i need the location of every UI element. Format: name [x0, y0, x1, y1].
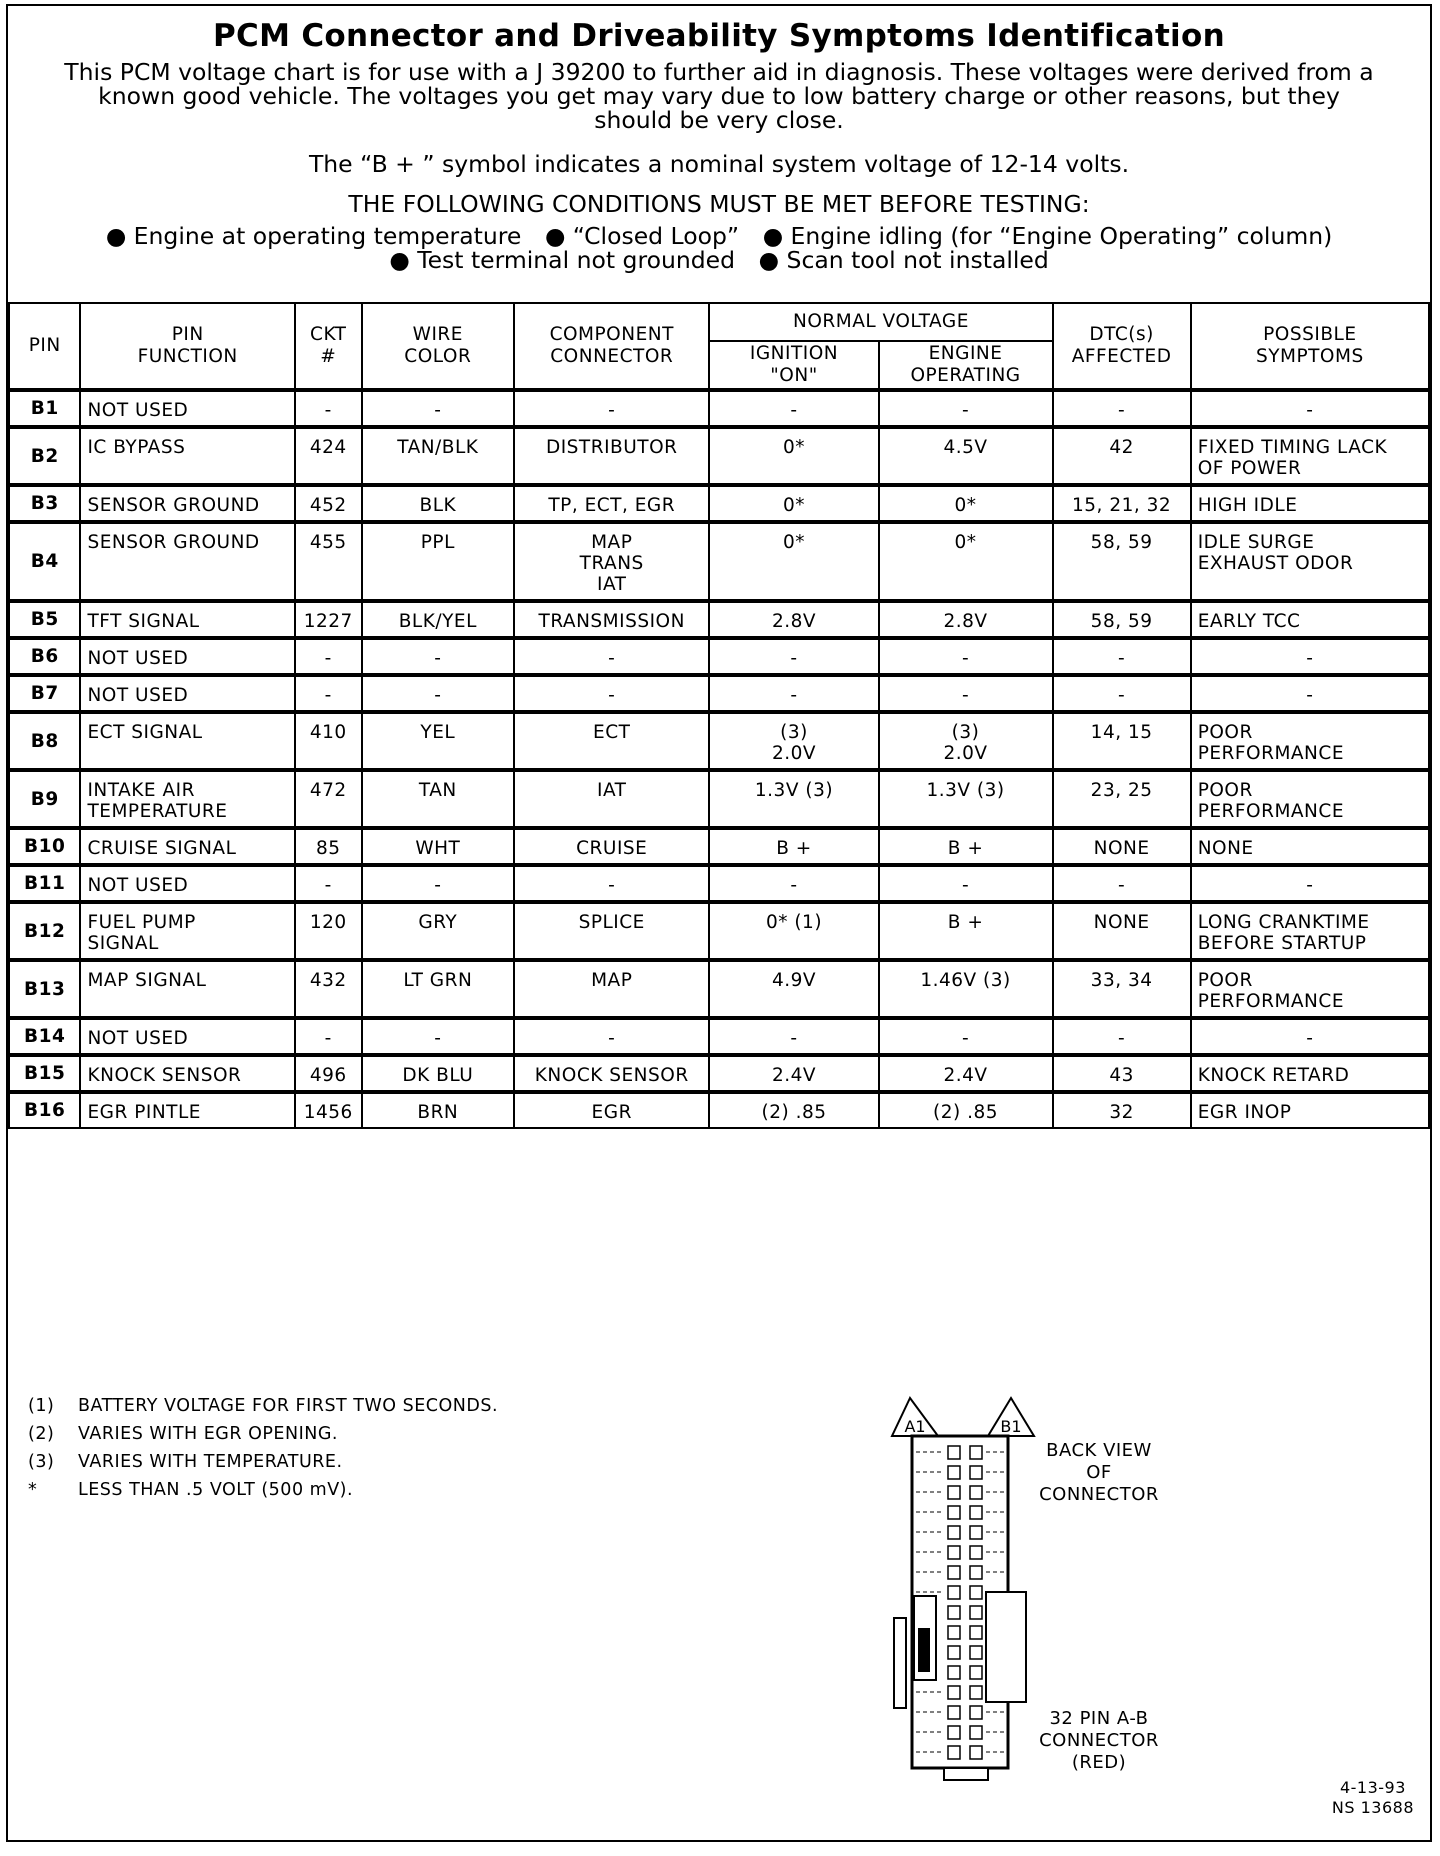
cell-wire-color: TAN/BLK: [362, 427, 514, 485]
cell-ignition-on: -: [709, 865, 878, 902]
table-row: [9, 1092, 1429, 1128]
col-header-wire-color: WIRE COLOR: [362, 303, 514, 390]
cell-engine-operating: -: [879, 675, 1053, 712]
cell-ignition-on: 1.3V (3): [709, 770, 878, 828]
pin-b-cavity: [970, 1726, 982, 1739]
table-row: [9, 712, 1429, 770]
cell-ignition-on: -: [709, 1018, 878, 1055]
table-row: [9, 390, 1429, 427]
cell-pin: B4: [9, 522, 80, 601]
cell-possible-symptoms: -: [1191, 638, 1429, 675]
document-id: [1332, 1778, 1414, 1818]
document-frame: [6, 4, 1432, 1842]
cell-possible-symptoms: -: [1191, 675, 1429, 712]
cell-dtcs-affected: -: [1053, 675, 1191, 712]
cell-ignition-on: (3) 2.0V: [709, 712, 878, 770]
footnote-text: VARIES WITH TEMPERATURE.: [78, 1452, 343, 1472]
cell-pin-function: ECT SIGNAL: [80, 712, 294, 770]
cell-engine-operating: (2) .85: [879, 1092, 1053, 1128]
pin-b-cavity: [970, 1586, 982, 1599]
cell-dtcs-affected: -: [1053, 1018, 1191, 1055]
condition-item: Scan tool not installed: [786, 246, 1049, 274]
cell-pin-function: SENSOR GROUND: [80, 522, 294, 601]
table-row: [9, 770, 1429, 828]
cell-component-connector: MAP: [514, 960, 709, 1018]
cell-pin: B3: [9, 485, 80, 522]
cell-engine-operating: -: [879, 638, 1053, 675]
cell-pin-function: NOT USED: [80, 390, 294, 427]
pin-a-cavity: [948, 1726, 960, 1739]
cell-possible-symptoms: -: [1191, 1018, 1429, 1055]
pin-a-cavity: [948, 1486, 960, 1499]
table-row: [9, 522, 1429, 601]
pin-b-cavity: [970, 1546, 982, 1559]
connector-diagram: [888, 1396, 1248, 1786]
cell-pin-function: NOT USED: [80, 865, 294, 902]
cell-engine-operating: -: [879, 865, 1053, 902]
cell-possible-symptoms: IDLE SURGE EXHAUST ODOR: [1191, 522, 1429, 601]
condition-item: “Closed Loop”: [572, 222, 740, 250]
cell-possible-symptoms: KNOCK RETARD: [1191, 1055, 1429, 1092]
cell-pin: B8: [9, 712, 80, 770]
cell-component-connector: ECT: [514, 712, 709, 770]
cell-component-connector: KNOCK SENSOR: [514, 1055, 709, 1092]
footnote-marker: (1): [28, 1396, 55, 1416]
document-date: 4-13-93: [1339, 1778, 1406, 1797]
cell-possible-symptoms: LONG CRANKTIME BEFORE STARTUP: [1191, 902, 1429, 960]
table-row: [9, 902, 1429, 960]
cell-pin-function: EGR PINTLE: [80, 1092, 294, 1128]
cell-dtcs-affected: 58, 59: [1053, 601, 1191, 638]
cell-dtcs-affected: 32: [1053, 1092, 1191, 1128]
connector-lock-slot: [918, 1628, 930, 1672]
intro-paragraph: This PCM voltage chart is for use with a J 39200 to further aid in diagnosis. These voltages were derived from a known good vehicle. The voltages you get may vary due to low battery charge or other reasons, but they should be very close.: [64, 58, 1374, 134]
cell-wire-color: TAN: [362, 770, 514, 828]
footnote-marker: (3): [28, 1452, 55, 1472]
cell-pin: B6: [9, 638, 80, 675]
col-header-dtcs-affected: DTC(s) AFFECTED: [1053, 303, 1191, 390]
cell-possible-symptoms: POOR PERFORMANCE: [1191, 960, 1429, 1018]
cell-pin-function: FUEL PUMP SIGNAL: [80, 902, 294, 960]
cell-ignition-on: 0*: [709, 522, 878, 601]
cell-pin: B9: [9, 770, 80, 828]
cell-ckt: 472: [295, 770, 362, 828]
cell-possible-symptoms: EARLY TCC: [1191, 601, 1429, 638]
table-row: [9, 960, 1429, 1018]
pin-a-cavity: [948, 1446, 960, 1459]
cell-pin: B10: [9, 828, 80, 865]
footnote-text: LESS THAN .5 VOLT (500 mV).: [78, 1480, 354, 1500]
a1-label: A1: [904, 1417, 926, 1436]
cell-engine-operating: 4.5V: [879, 427, 1053, 485]
footnote-text: VARIES WITH EGR OPENING.: [78, 1424, 338, 1444]
cell-ckt: 120: [295, 902, 362, 960]
cell-pin: B13: [9, 960, 80, 1018]
cell-wire-color: -: [362, 675, 514, 712]
pin-a-cavity: [948, 1686, 960, 1699]
cell-engine-operating: 1.46V (3): [879, 960, 1053, 1018]
cell-component-connector: -: [514, 675, 709, 712]
cell-dtcs-affected: 43: [1053, 1055, 1191, 1092]
cell-pin-function: KNOCK SENSOR: [80, 1055, 294, 1092]
cell-wire-color: LT GRN: [362, 960, 514, 1018]
cell-ckt: 1227: [295, 601, 362, 638]
cell-ignition-on: -: [709, 390, 878, 427]
cell-wire-color: WHT: [362, 828, 514, 865]
cell-engine-operating: 2.4V: [879, 1055, 1053, 1092]
conditions-list: ● Engine at operating temperature ● “Closed Loop” ● Engine idling (for “Engine Operating” column) ● Test terminal not grounded ● Scan tool not installed: [105, 222, 1333, 274]
cell-ckt: 455: [295, 522, 362, 601]
connector-latch: [986, 1592, 1026, 1702]
cell-pin: B7: [9, 675, 80, 712]
cell-dtcs-affected: 23, 25: [1053, 770, 1191, 828]
cell-pin: B11: [9, 865, 80, 902]
cell-component-connector: -: [514, 390, 709, 427]
cell-pin-function: SENSOR GROUND: [80, 485, 294, 522]
cell-dtcs-affected: -: [1053, 638, 1191, 675]
condition-item: Engine idling (for “Engine Operating” column): [790, 222, 1333, 250]
cell-wire-color: BLK: [362, 485, 514, 522]
cell-component-connector: IAT: [514, 770, 709, 828]
cell-wire-color: -: [362, 865, 514, 902]
cell-pin: B12: [9, 902, 80, 960]
col-header-pin-function: PIN FUNCTION: [80, 303, 294, 390]
cell-component-connector: TP, ECT, EGR: [514, 485, 709, 522]
connector-foot: [944, 1768, 988, 1780]
cell-pin-function: CRUISE SIGNAL: [80, 828, 294, 865]
b1-label: B1: [1000, 1417, 1022, 1436]
cell-ckt: 85: [295, 828, 362, 865]
col-header-possible-symptoms: POSSIBLE SYMPTOMS: [1191, 303, 1429, 390]
cell-ignition-on: -: [709, 638, 878, 675]
conditions-heading: THE FOLLOWING CONDITIONS MUST BE MET BEFORE TESTING:: [348, 190, 1090, 218]
cell-dtcs-affected: NONE: [1053, 828, 1191, 865]
cell-component-connector: EGR: [514, 1092, 709, 1128]
cell-pin: B16: [9, 1092, 80, 1128]
header: [8, 6, 1430, 304]
pin-a-cavity: [948, 1666, 960, 1679]
cell-pin-function: IC BYPASS: [80, 427, 294, 485]
pin-a-cavity: [948, 1566, 960, 1579]
cell-engine-operating: B +: [879, 828, 1053, 865]
pin-a-cavity: [948, 1646, 960, 1659]
cell-pin: B14: [9, 1018, 80, 1055]
pin-a-cavity: [948, 1546, 960, 1559]
cell-engine-operating: 0*: [879, 522, 1053, 601]
cell-engine-operating: B +: [879, 902, 1053, 960]
col-header-ignition-on: IGNITION "ON": [709, 341, 878, 390]
pin-b-cavity: [970, 1626, 982, 1639]
cell-possible-symptoms: POOR PERFORMANCE: [1191, 770, 1429, 828]
cell-component-connector: DISTRIBUTOR: [514, 427, 709, 485]
cell-possible-symptoms: EGR INOP: [1191, 1092, 1429, 1128]
cell-ckt: 452: [295, 485, 362, 522]
cell-pin: B1: [9, 390, 80, 427]
cell-possible-symptoms: NONE: [1191, 828, 1429, 865]
cell-dtcs-affected: 33, 34: [1053, 960, 1191, 1018]
pin-b-cavity: [970, 1646, 982, 1659]
document-number: NS 13688: [1331, 1798, 1414, 1817]
cell-pin: B2: [9, 427, 80, 485]
cell-engine-operating: 1.3V (3): [879, 770, 1053, 828]
cell-pin-function: TFT SIGNAL: [80, 601, 294, 638]
cell-pin-function: MAP SIGNAL: [80, 960, 294, 1018]
pin-b-cavity: [970, 1606, 982, 1619]
footnote-marker: (2): [28, 1424, 55, 1444]
table-row: [9, 427, 1429, 485]
cell-possible-symptoms: HIGH IDLE: [1191, 485, 1429, 522]
cell-wire-color: GRY: [362, 902, 514, 960]
pin-b-cavity: [970, 1486, 982, 1499]
table-row: [9, 638, 1429, 675]
pin-b-cavity: [970, 1446, 982, 1459]
cell-engine-operating: 2.8V: [879, 601, 1053, 638]
cell-pin-function: NOT USED: [80, 1018, 294, 1055]
cell-component-connector: -: [514, 1018, 709, 1055]
cell-pin: B5: [9, 601, 80, 638]
pcm-voltage-table: [8, 302, 1430, 1129]
table-row: [9, 828, 1429, 865]
pin-a-cavity: [948, 1526, 960, 1539]
cell-possible-symptoms: -: [1191, 390, 1429, 427]
condition-item: Test terminal not grounded: [417, 246, 736, 274]
pin-b-cavity: [970, 1706, 982, 1719]
cell-pin-function: INTAKE AIR TEMPERATURE: [80, 770, 294, 828]
footnote-item: [28, 1420, 498, 1448]
cell-dtcs-affected: 42: [1053, 427, 1191, 485]
cell-ckt: -: [295, 390, 362, 427]
col-header-engine-operating: ENGINE OPERATING: [879, 341, 1053, 390]
cell-wire-color: BLK/YEL: [362, 601, 514, 638]
pin-b-cavity: [970, 1746, 982, 1759]
cell-pin-function: NOT USED: [80, 675, 294, 712]
footnote-text: BATTERY VOLTAGE FOR FIRST TWO SECONDS.: [78, 1396, 499, 1416]
cell-ignition-on: 0*: [709, 427, 878, 485]
cell-ignition-on: 0*: [709, 485, 878, 522]
pin-b-cavity: [970, 1686, 982, 1699]
pin-a-cavity: [948, 1746, 960, 1759]
cell-ignition-on: (2) .85: [709, 1092, 878, 1128]
cell-ignition-on: 2.4V: [709, 1055, 878, 1092]
cell-dtcs-affected: -: [1053, 390, 1191, 427]
table-row: [9, 1018, 1429, 1055]
cell-ignition-on: B +: [709, 828, 878, 865]
cell-ignition-on: 4.9V: [709, 960, 878, 1018]
cell-ignition-on: 0* (1): [709, 902, 878, 960]
pin-b-cavity: [970, 1526, 982, 1539]
cell-component-connector: CRUISE: [514, 828, 709, 865]
table-row: [9, 675, 1429, 712]
cell-dtcs-affected: 58, 59: [1053, 522, 1191, 601]
cell-possible-symptoms: -: [1191, 865, 1429, 902]
page-title: PCM Connector and Driveability Symptoms Identification: [213, 18, 1225, 54]
cell-ignition-on: 2.8V: [709, 601, 878, 638]
table-row: [9, 485, 1429, 522]
cell-engine-operating: -: [879, 390, 1053, 427]
cell-ckt: 424: [295, 427, 362, 485]
pin-b-cavity: [970, 1466, 982, 1479]
cell-wire-color: PPL: [362, 522, 514, 601]
cell-ckt: -: [295, 638, 362, 675]
cell-component-connector: -: [514, 865, 709, 902]
pin-b-cavity: [970, 1666, 982, 1679]
cell-wire-color: -: [362, 1018, 514, 1055]
cell-component-connector: MAP TRANS IAT: [514, 522, 709, 601]
cell-ckt: 1456: [295, 1092, 362, 1128]
footnote-item: [28, 1476, 498, 1504]
cell-ckt: 410: [295, 712, 362, 770]
cell-ckt: 432: [295, 960, 362, 1018]
pin-a-cavity: [948, 1626, 960, 1639]
cell-possible-symptoms: FIXED TIMING LACK OF POWER: [1191, 427, 1429, 485]
col-header-component-connector: COMPONENT CONNECTOR: [514, 303, 709, 390]
pin-a-cavity: [948, 1586, 960, 1599]
cell-component-connector: SPLICE: [514, 902, 709, 960]
pin-a-cavity: [948, 1506, 960, 1519]
cell-pin-function: NOT USED: [80, 638, 294, 675]
cell-component-connector: TRANSMISSION: [514, 601, 709, 638]
cell-dtcs-affected: 15, 21, 32: [1053, 485, 1191, 522]
cell-dtcs-affected: 14, 15: [1053, 712, 1191, 770]
pin-b-cavity: [970, 1566, 982, 1579]
col-header-normal-voltage: NORMAL VOLTAGE: [709, 303, 1052, 341]
pin-a-cavity: [948, 1706, 960, 1719]
cell-dtcs-affected: NONE: [1053, 902, 1191, 960]
cell-wire-color: -: [362, 390, 514, 427]
cell-ckt: -: [295, 675, 362, 712]
cell-engine-operating: -: [879, 1018, 1053, 1055]
back-view-label: BACK VIEW OF CONNECTOR: [1039, 1440, 1159, 1505]
cell-component-connector: -: [514, 638, 709, 675]
cell-ckt: -: [295, 1018, 362, 1055]
cell-possible-symptoms: POOR PERFORMANCE: [1191, 712, 1429, 770]
col-header-ckt: CKT #: [295, 303, 362, 390]
pin-a-cavity: [948, 1606, 960, 1619]
connector-tab: [894, 1618, 906, 1708]
cell-ignition-on: -: [709, 675, 878, 712]
footnote-item: [28, 1448, 498, 1476]
col-header-pin: PIN: [9, 303, 80, 390]
cell-dtcs-affected: -: [1053, 865, 1191, 902]
cell-wire-color: DK BLU: [362, 1055, 514, 1092]
cell-engine-operating: 0*: [879, 485, 1053, 522]
cell-ckt: 496: [295, 1055, 362, 1092]
connector-label: 32 PIN A-B CONNECTOR (RED): [1039, 1708, 1159, 1773]
table-row: [9, 601, 1429, 638]
cell-wire-color: YEL: [362, 712, 514, 770]
condition-item: Engine at operating temperature: [133, 222, 522, 250]
footnotes: [28, 1392, 498, 1504]
pin-b-cavity: [970, 1506, 982, 1519]
cell-wire-color: BRN: [362, 1092, 514, 1128]
pin-a-cavity: [948, 1466, 960, 1479]
cell-ckt: -: [295, 865, 362, 902]
footnote-marker: *: [28, 1480, 38, 1500]
footnote-item: [28, 1392, 498, 1420]
table-row: [9, 1055, 1429, 1092]
cell-engine-operating: (3) 2.0V: [879, 712, 1053, 770]
table-row: [9, 865, 1429, 902]
cell-pin: B15: [9, 1055, 80, 1092]
cell-wire-color: -: [362, 638, 514, 675]
bplus-note: The “B + ” symbol indicates a nominal system voltage of 12-14 volts.: [308, 150, 1130, 178]
